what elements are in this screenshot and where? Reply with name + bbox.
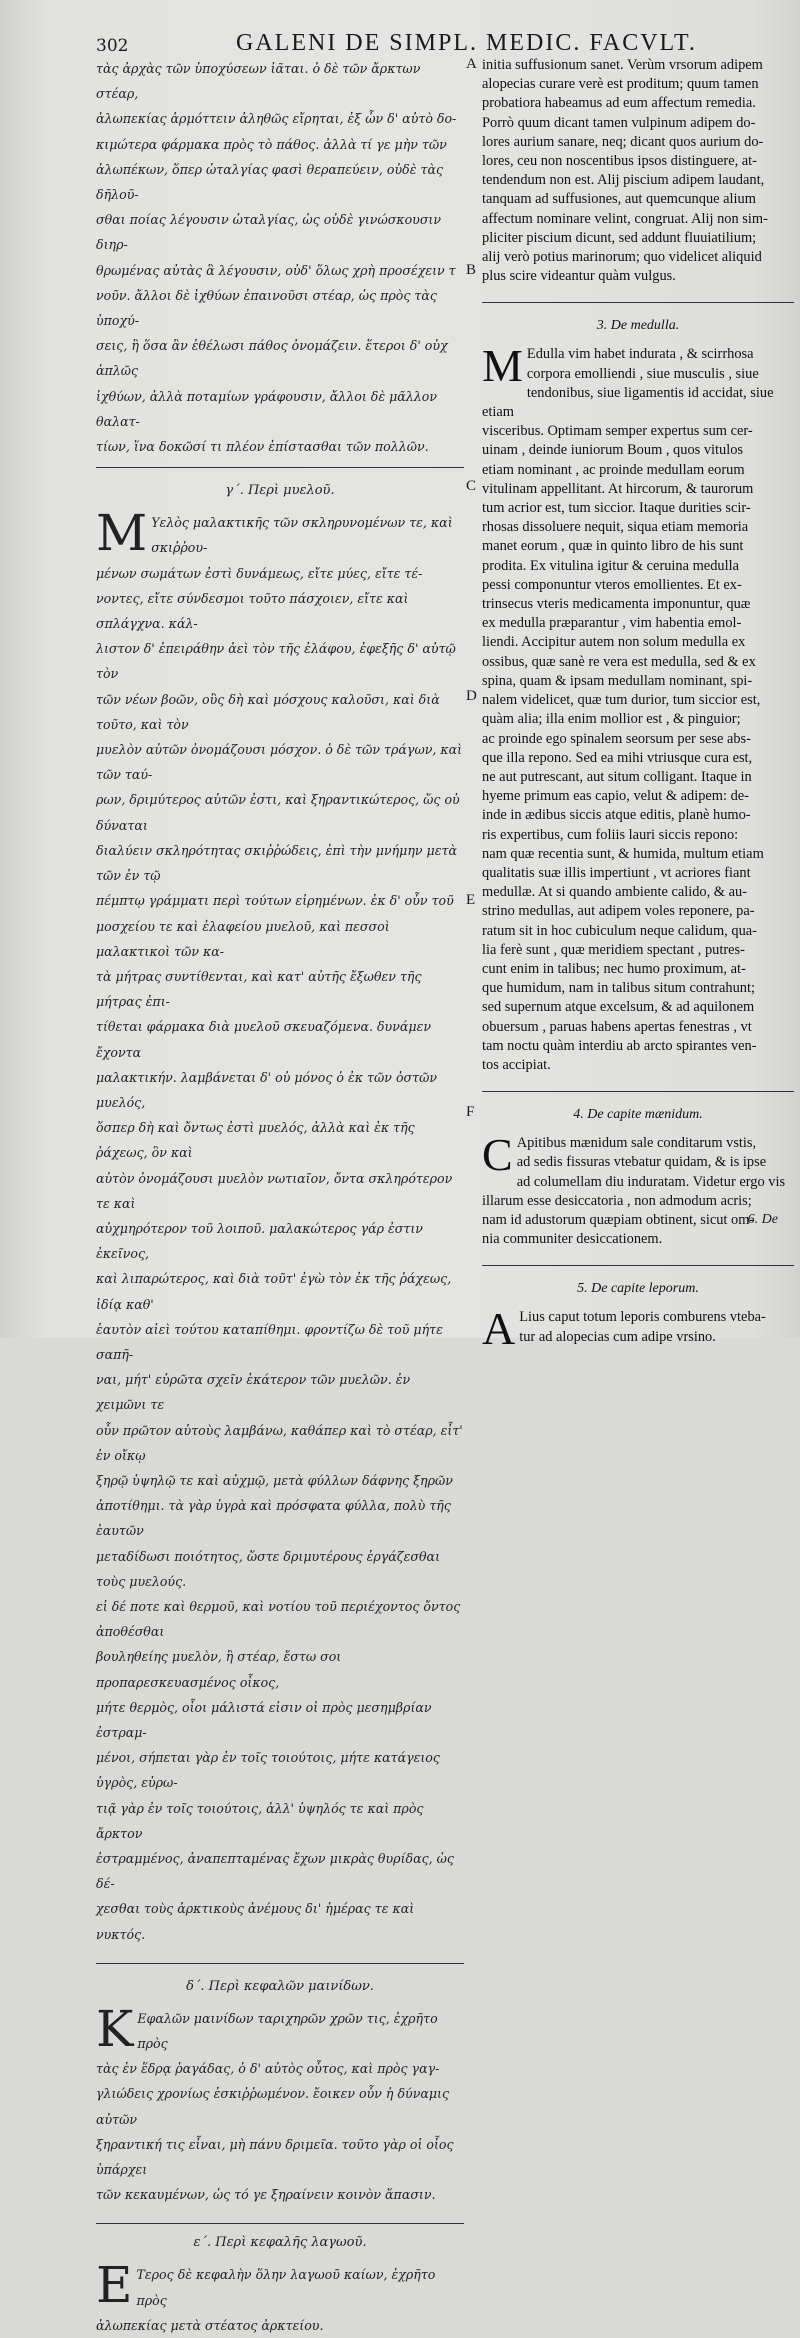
text-line: ἀλωπεκίας ἁρμόττειν ἀληθῶς εἴρηται, ἐξ ὧν δ' αὐτὸ δο- (96, 111, 457, 127)
text-line: πέμπτῳ γράμματι περὶ τούτων εἰρημένων. ἐκ δ' οὖν τοῦ (96, 893, 454, 909)
text-line: ναι, μήτ' εὐρῶτα σχεῖν ἑκάτερον τῶν μυελῶν. ἐν χειμῶνι τε (96, 1372, 411, 1413)
text-line: tos accipiat. (482, 1056, 551, 1073)
text-line: τὰς ἐν ἕδρᾳ ῥαγάδας, ὁ δ' αὐτὸς οὗτος, καὶ πρὸς γαγ- (96, 2061, 440, 2077)
section-heading: δ΄. Περὶ κεφαλῶν μαινίδων. (186, 1978, 374, 1994)
text-line: tendonibus, siue ligamentis id accidat, siue etiam (482, 384, 774, 421)
text-line: medullæ. At si quando ambiente calido, & au- (482, 884, 747, 901)
text-line: μένοι, σήπεται γὰρ ἐν τοῖς τοιούτοις, μήτε κατάγειος ὑγρὸς, εὐρω- (96, 1750, 440, 1791)
text-line: λιστον δ' ἐπειράθην ἀεὶ τὸν τῆς ἐλάφου, ἐφεξῆς δ' αὐτῷ τὸν (96, 641, 456, 682)
text-line: ris expertibus, cum foliis lauri siccis repono: (482, 826, 739, 843)
running-title: GALENI DE SIMPL. MEDIC. FACVLT. (236, 30, 697, 56)
text-line: ac proinde ego spinalem seorsum per sese abs- (482, 730, 751, 747)
text-line: pessi componuntur vteros emollientes. Et ex- (482, 576, 742, 593)
text-line: corpora emolliendi , siue musculis , siue (526, 365, 759, 382)
text-line: διαλύειν σκληρότητας σκιῤῥώδεις, ἐπὶ τὴν μνήμην μετὰ τῶν ἐν τῷ (96, 842, 457, 884)
text-line: ex medulla præparantur , vim habentia emol- (482, 615, 742, 632)
text-line: manet eorum , quæ in quinto libro de his sunt (482, 538, 744, 555)
text-line: trinsecus vteris medicamenta imponuntur, quæ (482, 596, 751, 613)
margin-letter-d: D (466, 688, 477, 704)
section-heading: 5. De capite leporum. (577, 1281, 699, 1297)
text-line: Υελὸς μαλακτικῆς τῶν σκληρυνομένων τε, καὶ σκιῤῥου- (151, 515, 453, 556)
text-line: ὅσπερ δὴ καὶ ὄντως ἐστὶ μυελός, ἀλλὰ καὶ ἐκ τῆς ῥάχεως, ὃν καὶ (96, 1120, 415, 1161)
text-line: nalem videlicet, quæ tum durior, tum siccior est, (482, 692, 761, 709)
text-line: Porrò quum dicant tamen vulpinum adipem do- (482, 114, 756, 131)
greek-section-leporum (96, 2232, 464, 2338)
text-line: tendendum non est. Alij piscium adipem laudant, (482, 172, 765, 189)
text-line: εἰ δέ ποτε καὶ θερμοῦ, καὶ νοτίου τοῦ περιέχοντος ὄντος ἀποθέσθαι (96, 1598, 461, 1640)
text-line: τιᾷ γὰρ ἐν τοῖς τοιούτοις, ἀλλ' ὑψηλός τε καὶ πρὸς ἄρκτον (96, 1800, 424, 1841)
text-line: κιμώτερα φάρμακα πρὸς τὸ πάθος. ἀλλὰ τί γε μὴν τῶν (96, 136, 447, 152)
greek-column (96, 56, 464, 2338)
text-line: ξηραντική τις εἶναι, μὴ πάνυ δριμεῖα. τοῦτο γὰρ οἱ οἷος ὑπάρχει (96, 2136, 454, 2178)
text-line: hyeme primum eas capio, velut & adipem: de- (482, 788, 749, 805)
text-line: vitulinam appellitant. At hircorum, & taurorum (482, 480, 754, 497)
margin-letter-b: B (466, 262, 477, 278)
page-number: 302 (96, 36, 129, 56)
text-line: τῶν νέων βοῶν, οὓς δὴ καὶ μόσχους καλοῦσι, καὶ διὰ τοῦτο, καὶ τὸν (96, 691, 440, 732)
text-line: tum acrior est, tum siccior. Itaque durities scir- (482, 500, 751, 517)
section-heading: 4. De capite mænidum. (573, 1107, 703, 1123)
text-line: obuersum , paruas habens apertas fenestras , vt (482, 1018, 752, 1035)
text-line: ρων, δριμύτερος αὐτῶν ἐστι, καὶ ξηραντικώτερος, ὥς οὐ δύναται (96, 792, 460, 833)
catchword: 6. De (747, 1212, 778, 1227)
text-line: inde in ædibus siccis atque editis, planè humo- (482, 807, 751, 824)
text-line: γλιώδεις χρονίως ἐσκιῤῥωμένον. ἔοικεν οὖν ἡ δύναμις αὐτῶν (96, 2086, 450, 2127)
text-line: τὰς ἀρχὰς τῶν ὑποχύσεων ἰᾶται. ὁ δὲ τῶν ἄρκτων στέαρ, (96, 61, 421, 102)
text-line: καὶ λιπαρώτερος, καὶ διὰ τοῦτ' ἐγὼ τὸν ἐκ τῆς ῥάχεως, ἰδίᾳ καθ' (96, 1271, 452, 1312)
text-line: alij verò potius marinorum; quo videlicet aliquid (482, 249, 762, 266)
text-line: ad sedis fissuras vtebatur quidam, & is ipse (516, 1154, 767, 1171)
page-header (96, 28, 786, 56)
text-line: uinam , deinde iuniorum Boum , quos vitulos (482, 442, 744, 459)
drop-cap: M (96, 504, 148, 563)
text-line: liendi. Accipitur autem non solum medulla ex (482, 634, 746, 651)
text-line: οὖν πρῶτον αὐτοὺς λαμβάνω, καθάπερ καὶ τὸ στέαρ, εἶτ' ἐν οἴκῳ (96, 1422, 463, 1463)
drop-cap: C (482, 1129, 513, 1181)
text-line: nam id adustorum quæpiam obtinent, sicut om- (482, 1211, 755, 1228)
drop-cap: E (96, 2256, 133, 2315)
text-line: σθαι ποίας λέγουσιν ὠταλγίας, ὡς οὐδὲ γινώσκουσιν διηρ- (96, 212, 442, 253)
text-line: probatiora habeamus ad eum affectum remedia. (482, 95, 756, 112)
text-line: alopecias curare verè est proditum; quum tamen (482, 76, 759, 93)
text-line: χεσθαι τοὺς ἀρκτικοὺς ἀνέμους δι' ἡμέρας τε καὶ νυκτός. (96, 1901, 415, 1942)
text-line: μυελὸν αὐτῶν ὀνομάζουσι μόσχον. ὁ δὲ τῶν τράγων, καὶ τῶν ταύ- (96, 742, 463, 783)
text-line: τῶν κεκαυμένων, ὡς τό γε ξηραίνειν κοινὸν ἅπασιν. (96, 2187, 436, 2203)
margin-letter-c: C (466, 478, 477, 494)
drop-cap: A (482, 1303, 516, 1355)
text-line: μήτε θερμὸς, οἷοι μάλιστά εἰσιν οἱ πρὸς μεσημβρίαν ἐστραμ- (96, 1699, 432, 1740)
text-line: nam quæ recentia sunt, & humida, multum etiam (482, 845, 764, 862)
text-line: ἀλωπεκίας μετὰ στέατος ἀρκτείου. (96, 2317, 324, 2333)
text-line: sed supernum atque excelsum, & ad aquilonem (482, 999, 755, 1016)
text-line: θρωμένας αὐτὰς ἃ λέγουσιν, οὐδ' ὅλως χρὴ προσέχειν τ (96, 262, 456, 278)
text-line: que humidum, nam in talibus situm contrahunt; (482, 980, 755, 997)
text-line: αὐχμηρότερον τοῦ λοιποῦ. μαλακώτερος γάρ ἐστιν ἐκεῖνος, (96, 1220, 423, 1262)
text-line: σεις, ἢ ὅσα ἂν ἐθέλωσι πάθος ὀνομάζειν. ἕτεροι δ' οὐχ ἁπλῶς (96, 338, 448, 379)
text-line: ne aut putrescant, aut situm colligant. Itaque in (482, 768, 752, 785)
text-line: etiam nominant , ac proinde medullam eorum (482, 461, 745, 478)
text-line: ad columellam diu induratam. Videtur ergo vis (516, 1173, 786, 1190)
greek-intro (96, 56, 464, 459)
text-line: cunt enim in talibus; nec humo proximum, at- (482, 960, 746, 977)
margin-letter-e: E (466, 892, 476, 908)
text-line: νοῦν. ἄλλοι δὲ ἰχθύων ἐπαινοῦσι στέαρ, ὡς πρὸς τὰς ὑποχύ- (96, 287, 437, 329)
section-heading: ε΄. Περὶ κεφαλῆς λαγωοῦ. (193, 2235, 367, 2251)
latin-section-medulla (482, 315, 794, 1075)
latin-column (482, 56, 794, 1355)
text-line: νοντες, εἴτε σύνδεσμοι τοῦτο πάσχοιεν, εἴτε καὶ σπλάγχνα. κάλ- (96, 590, 409, 632)
text-line: ossibus, quæ sanè re vera est medulla, sed & ex (482, 653, 756, 670)
text-line: τίθεται φάρμακα διὰ μυελοῦ σκευαζόμενα. δυνάμεν ἔχοντα (96, 1019, 431, 1060)
text-line: τίων, ἵνα δοκῶσί τι πλέον ἐπίστασθαι τῶν πολλῶν. (96, 439, 429, 455)
text-line: lia ferè sunt , quæ meridiem spectant , putres- (482, 941, 745, 958)
text-line: lores aurium sanare, neq; dicant quos aurium do- (482, 133, 764, 150)
greek-section-maenidum (96, 1976, 464, 2208)
text-line: μένων σωμάτων ἐστὶ δυνάμεως, εἴτε μύες, εἴτε τέ- (96, 565, 423, 581)
latin-section-leporum (482, 1278, 794, 1355)
drop-cap: K (96, 1999, 134, 2058)
greek-section-medulla (96, 480, 464, 1947)
text-line: strino medullas, aut adipem voles reponere, pa- (482, 903, 755, 920)
text-line: visceribus. Optimam semper expertus sum cer- (482, 423, 753, 440)
latin-intro (482, 56, 794, 286)
text-line: illarum esse desiccatoria , non admodum acris; (482, 1192, 752, 1209)
margin-letter-f: F (466, 1104, 475, 1120)
text-line: que illa repono. Sed ea mihi vtriusque cura est, (482, 749, 753, 766)
text-line: spina, quam & ipsam medullam nominant, spi- (482, 672, 753, 689)
text-line: ἐστραμμένος, ἀναπεπταμένας ἔχων μικρὰς θυρίδας, ὡς δέ- (96, 1851, 454, 1892)
text-line: τὰ μήτρας συντίθενται, καὶ κατ' αὐτῆς ἔξωθεν τῆς μήτρας ἐπι- (96, 968, 422, 1010)
text-line: qualitatis suæ illis impertiunt , vt acriores fiant (482, 864, 751, 881)
text-line: αὐτὸν ὀνομάζουσι μυελὸν νωτιαῖον, ὄντα σκληρότερον τε καὶ (96, 1170, 453, 1211)
text-line: rhosas dissoluere nequit, siqua etiam memoria (482, 519, 749, 536)
text-line: Lius caput totum leporis comburens vteba- (519, 1309, 766, 1326)
text-line: quàm alia; illa enim mollior est , & pinguior; (482, 711, 741, 728)
margin-letter-a: A (466, 56, 477, 72)
text-line: tam noctu quàm interdiu ab arcto spirantes ven- (482, 1037, 757, 1054)
text-line: μαλακτικήν. λαμβάνεται δ' οὐ μόνος ὁ ἐκ τῶν ὀστῶν μυελός, (96, 1069, 438, 1110)
text-line: tanquam ad suffusiones, aut quemcunque alium (482, 191, 756, 208)
text-line: pliciter piscium dicunt, sed addunt fluuiatilium; (482, 229, 757, 246)
text-line: Τερος δὲ κεφαλὴν ὅλην λαγωοῦ καίων, ἐχρῆτο πρὸς (136, 2267, 436, 2308)
text-line: lores, ceu non noscentibus ipsos distinguere, at- (482, 153, 757, 170)
text-line: Apitibus mænidum sale conditarum vstis, (516, 1135, 757, 1152)
section-heading: γ΄. Περὶ μυελοῦ. (225, 483, 335, 499)
text-line: ἀποτίθημι. τὰ γὰρ ὑγρὰ καὶ πρόσφατα φύλλα, πολὺ τῆς ἑαυτῶν (96, 1498, 451, 1539)
text-line: ἰχθύων, ἀλλὰ ποταμίων γράφουσιν, ἄλλοι δὲ μᾶλλον θαλατ- (96, 388, 438, 429)
section-heading: 3. De medulla. (596, 318, 680, 334)
text-line: ἑαυτὸν αἰεὶ τούτου καταπίθημι. φροντίζω δὲ τοῦ μήτε σαπῆ- (96, 1321, 443, 1362)
text-line: ratum sit in hoc cubiculum neque calidum, qua- (482, 922, 757, 939)
text-line: plus scire videantur quàm vulgus. (482, 268, 676, 285)
text-line: prodita. Ex vitulina igitur & ceruina medulla (482, 557, 739, 574)
text-line: Εφαλῶν μαινίδων ταριχηρῶν χρῶν τις, ἐχρῆτο πρὸς (137, 2010, 438, 2052)
drop-cap: M (482, 340, 523, 392)
text-line: tur ad alopecias cum adipe vrsino. (519, 1328, 716, 1345)
text-line: nia communiter desiccationem. (482, 1231, 663, 1248)
text-line: μεταδίδωσι ποιότητος, ὥστε δριμυτέρους ἐργάζεσθαι τοὺς μυελούς. (96, 1548, 441, 1589)
text-line: βουληθείης μυελὸν, ἢ στέαρ, ἔστω σοι προπαρεσκευασμένος οἶκος, (96, 1649, 342, 1690)
text-line: initia suffusionum sanet. Verùm vrsorum adipem (482, 57, 763, 73)
text-line: ξηρῷ ὑψηλῷ τε καὶ αὐχμῷ, μετὰ φύλλων δάφνης ξηρῶν (96, 1472, 453, 1488)
text-line: Edulla vim habet indurata , & scirrhosa (526, 346, 754, 363)
text-line: affectum nominare velint, congruat. Alij non sim- (482, 210, 768, 227)
text-line: ἀλωπέκων, ὅπερ ὠταλγίας φασὶ θεραπεύειν, οὐδὲ τὰς δῆλοῦ- (96, 161, 444, 203)
text-line: μοσχείου τε καὶ ἐλαφείου μυελοῦ, καὶ πεσσοὶ μαλακτικοὶ τῶν κα- (96, 918, 390, 959)
